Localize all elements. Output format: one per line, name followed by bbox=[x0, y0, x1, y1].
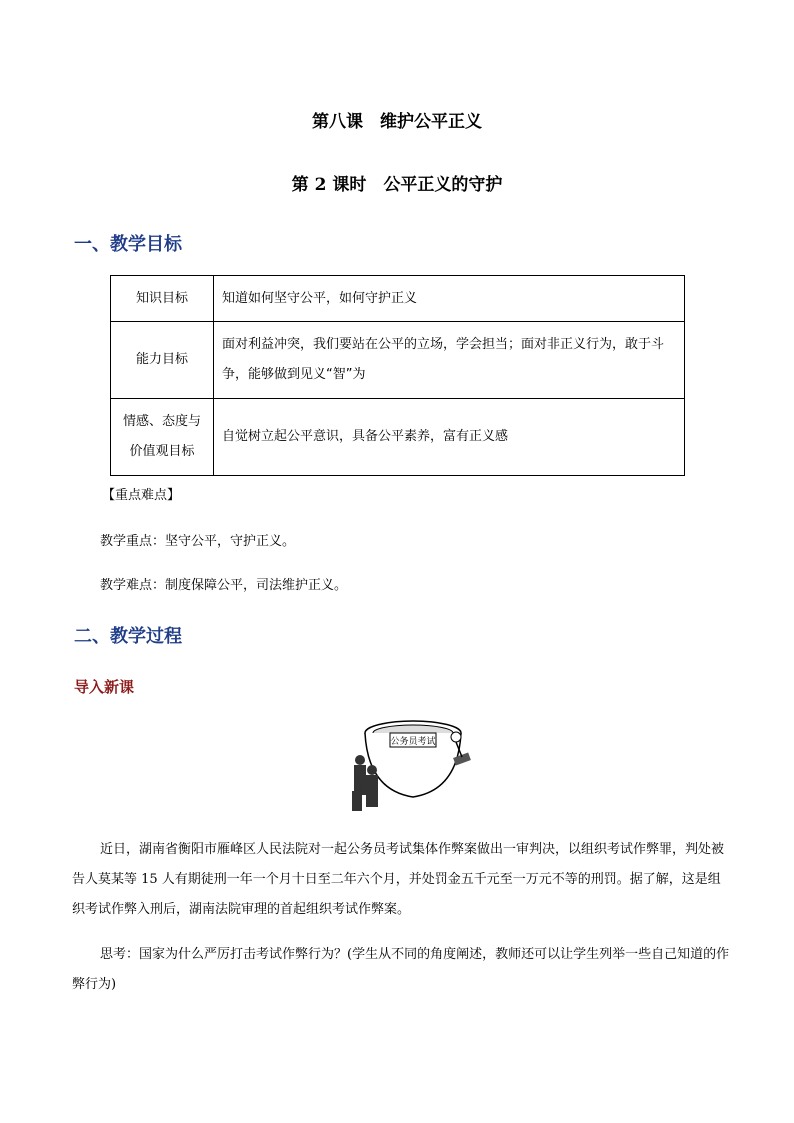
table-row bbox=[111, 322, 685, 399]
think-question: 思考：国家为什么严厉打击考试作弊行为？(学生从不同的角度阐述，教师还可以让学生列举一些自己知道的作弊行为) bbox=[72, 947, 730, 992]
process-heading: 二、教学过程 bbox=[74, 626, 182, 647]
goal-label: 情感、态度与 价值观目标 bbox=[111, 399, 214, 476]
goal-value: 自觉树立起公平意识，具备公平素养，富有正义感 bbox=[214, 399, 685, 476]
teaching-focus: 教学重点：坚守公平，守护正义。 bbox=[100, 534, 296, 549]
goal-value: 面对利益冲突，我们要站在公平的立场，学会担当；面对非正义行为，敢于斗争，能够做到见义“智”为 bbox=[214, 322, 685, 399]
bowl-label: 公务员考试 bbox=[390, 737, 436, 747]
news-paragraph: 近日，湖南省衡阳市雁峰区人民法院对一起公务员考试集体作弊案做出一审判决，以组织考试作弊罪，判处被告人莫某等 15 人有期徒刑一年一个月十日至二年六个月，并处罚金五千元至一万元不等的刑罚。据了解，这是组织考试作弊入刑后，湖南法院审理的首起组织考试作弊案。 bbox=[72, 842, 725, 917]
goals-heading: 一、教学目标 bbox=[74, 234, 182, 255]
goal-value: 知道如何坚守公平，如何守护正义 bbox=[214, 276, 685, 322]
section-title: 第 2 课时 公平正义的守护 bbox=[291, 175, 503, 195]
goals-table bbox=[110, 275, 685, 476]
exam-cheating-illustration bbox=[350, 715, 480, 815]
table-row bbox=[111, 276, 685, 322]
goal-label: 能力目标 bbox=[111, 322, 214, 399]
teaching-difficulty: 教学难点：制度保障公平，司法维护正义。 bbox=[100, 578, 348, 593]
table-row bbox=[111, 399, 685, 476]
intro-heading: 导入新课 bbox=[74, 678, 135, 696]
goal-label: 知识目标 bbox=[111, 276, 214, 322]
key-points-label: 【重点难点】 bbox=[102, 488, 181, 503]
lesson-title: 第八课 维护公平正义 bbox=[312, 112, 482, 132]
